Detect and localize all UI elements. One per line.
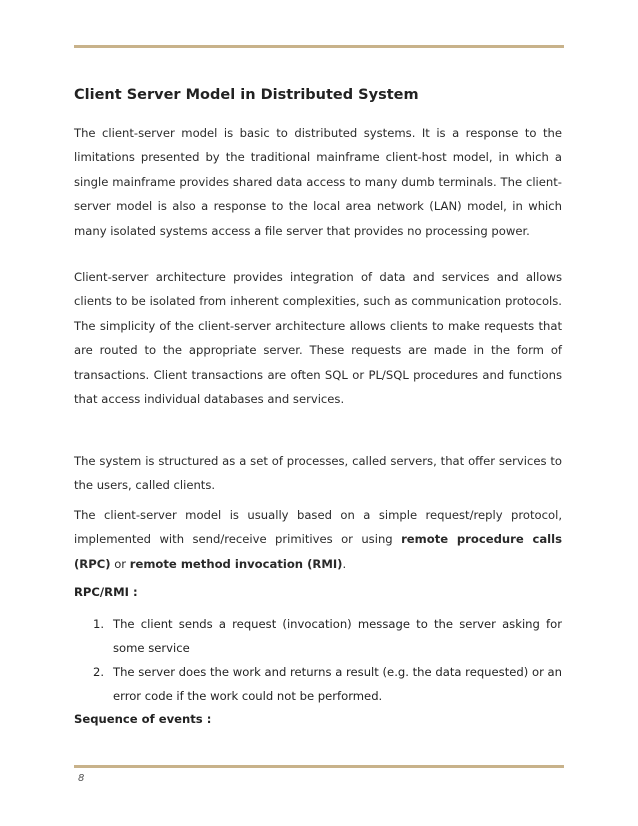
- rpc-term: remote procedure calls (RPC): [74, 532, 562, 571]
- header-rule: [74, 45, 564, 48]
- list-item: [74, 660, 562, 708]
- list-item-number: 1.: [93, 617, 105, 631]
- footer-rule: [74, 765, 564, 768]
- paragraph-4-text-end: .: [342, 556, 347, 571]
- list-item-text: The server does the work and returns a result (e.g. the data requested) or an error code if the work could not be performed.: [113, 665, 562, 703]
- paragraph-1: The client-server model is basic to distributed systems. It is a response to the limitations presented by the traditional mainframe client-host model, in which a single mainframe provides shared data access to many dumb terminals. The client-server model is also a response to the local area network (LAN) model, in which many isolated systems access a file server that provides no processing power.: [74, 126, 562, 238]
- paragraph-4: [74, 503, 562, 576]
- rmi-term: remote method invocation (RMI): [129, 556, 343, 571]
- list-item: [74, 612, 562, 660]
- paragraph-4-text-start: The client-server model is usually based on a simple request/reply protocol, implemented with send/receive primitives or using: [74, 508, 562, 547]
- paragraph-3: The system is structured as a set of processes, called servers, that offer services to the users, called clients.: [74, 454, 562, 493]
- paragraph-2: Client-server architecture provides integration of data and services and allows clients to be isolated from inherent complexities, such as communication protocols. The simplicity of the client-server architecture allows clients to make requests that are routed to the appropriate server. These requests are made in the form of transactions. Client transactions are often SQL or PL/SQL procedures and functions that access individual databases and services.: [74, 270, 562, 407]
- list-item-number: 2.: [93, 665, 105, 679]
- list-item-text: The client sends a request (invocation) message to the server asking for some service: [113, 617, 562, 655]
- numbered-list: [74, 612, 562, 708]
- paragraph-4-text-mid: or: [110, 556, 130, 571]
- sequence-of-events-label: Sequence of events :: [74, 712, 212, 726]
- section-heading: Client Server Model in Distributed System: [74, 87, 419, 103]
- rpc-rmi-label: RPC/RMI :: [74, 585, 138, 599]
- page-number: 8: [78, 773, 85, 784]
